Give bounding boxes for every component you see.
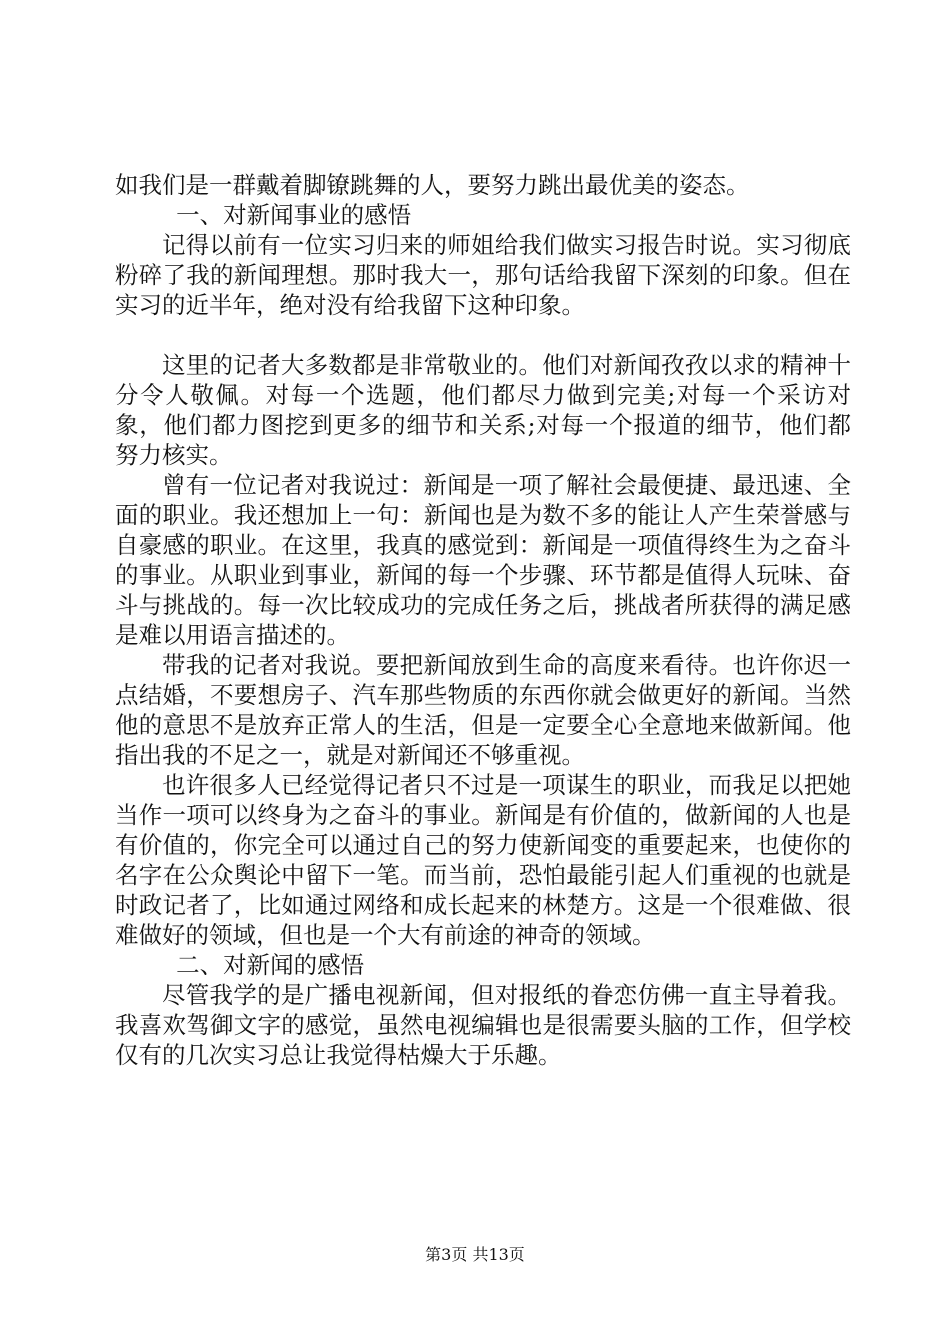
section-heading-2: 二、对新闻的感悟 [176, 951, 365, 979]
paragraph: 也许很多人已经觉得记者只不过是一项谋生的职业，而我足以把她当作一项可以终身为之奋斗的事业。新闻是有价值的，做新闻的人也是有价值的，你完全可以通过自己的努力使新闻变的重要起来，也使你的名字在公众舆论中留下一笔。而当前，恐怕最能引起人们重视的也就是时政记者了，比如通过网络和成长起来的林楚方。这是一个很难做、很难做好的领域，但也是一个大有前途的神奇的领域。 [115, 771, 851, 949]
paragraph-continuation: 如我们是一群戴着脚镣跳舞的人，要努力跳出最优美的姿态。 [115, 171, 750, 199]
paragraph: 记得以前有一位实习归来的师姐给我们做实习报告时说。实习彻底粉碎了我的新闻理想。那时我大一，那句话给我留下深刻的印象。但在实习的近半年，绝对没有给我留下这种印象。 [115, 231, 851, 319]
paragraph: 尽管我学的是广播电视新闻，但对报纸的眷恋仿佛一直主导着我。我喜欢驾御文字的感觉，虽然电视编辑也是很需要头脑的工作，但学校仅有的几次实习总让我觉得枯燥大于乐趣。 [115, 981, 851, 1069]
section-heading-1: 一、对新闻事业的感悟 [176, 201, 412, 229]
page-number-footer: 第3页 共13页 [425, 1245, 525, 1264]
paragraph: 曾有一位记者对我说过：新闻是一项了解社会最便捷、最迅速、全面的职业。我还想加上一句：新闻也是为数不多的能让人产生荣誉感与自豪感的职业。在这里，我真的感觉到：新闻是一项值得终生为之奋斗的事业。从职业到事业，新闻的每一个步骤、环节都是值得人玩味、奋斗与挑战的。每一次比较成功的完成任务之后，挑战者所获得的满足感是难以用语言描述的。 [115, 471, 851, 649]
document-body [115, 170, 851, 1070]
paragraph: 带我的记者对我说。要把新闻放到生命的高度来看待。也许你迟一点结婚，不要想房子、汽车那些物质的东西你就会做更好的新闻。当然他的意思不是放弃正常人的生活，但是一定要全心全意地来做新闻。他指出我的不足之一，就是对新闻还不够重视。 [115, 651, 851, 769]
paragraph: 这里的记者大多数都是非常敬业的。他们对新闻孜孜以求的精神十分令人敬佩。对每一个选题，他们都尽力做到完美;对每一个采访对象，他们都力图挖到更多的细节和关系;对每一个报道的细节，他们都努力核实。 [115, 351, 851, 469]
